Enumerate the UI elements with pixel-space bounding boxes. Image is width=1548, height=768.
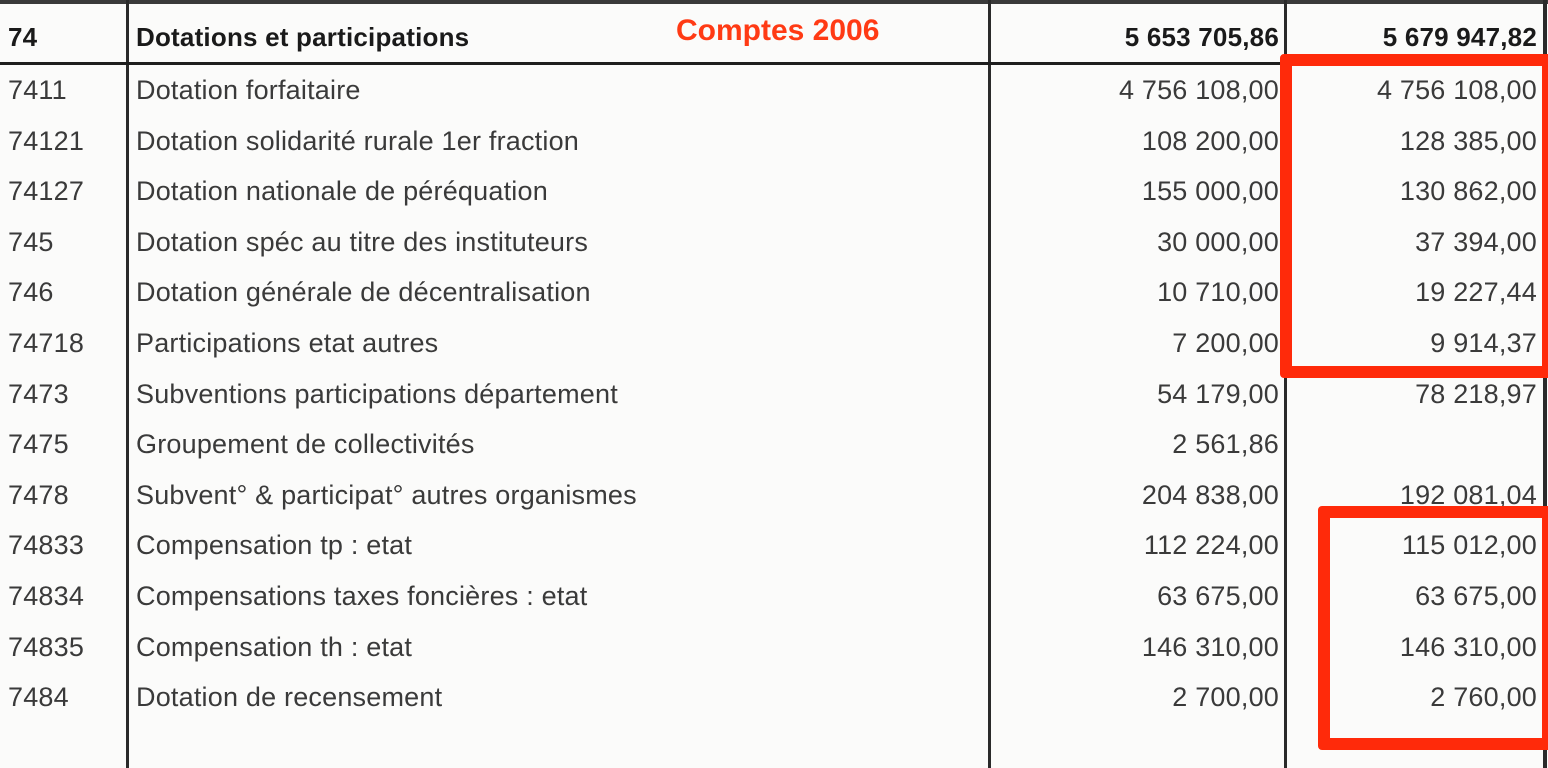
amount-budget: 54 179,00	[1157, 378, 1279, 409]
amount-budget: 204 838,00	[1141, 479, 1279, 510]
amount-budget: 7 200,00	[1172, 327, 1279, 358]
amount-actual: 146 310,00	[1399, 631, 1537, 662]
amount-actual: 63 675,00	[1415, 580, 1537, 611]
account-code: 745	[8, 226, 54, 257]
account-code: 74718	[8, 327, 85, 358]
account-label: Compensations taxes foncières : etat	[136, 580, 588, 611]
amount-budget: 2 561,86	[1172, 429, 1279, 460]
account-code: 7475	[8, 429, 69, 460]
amount-actual: 128 385,00	[1399, 125, 1537, 156]
account-code: 74127	[8, 176, 85, 207]
accounts-year-annotation: Comptes 2006	[676, 14, 880, 47]
amount-budget: 146 310,00	[1141, 631, 1279, 662]
account-label: Dotations et participations	[136, 22, 470, 52]
amount-actual: 192 081,04	[1399, 479, 1537, 510]
table-row	[0, 571, 1548, 622]
table-row	[0, 672, 1548, 723]
account-label: Dotation générale de décentralisation	[136, 277, 591, 308]
amount-budget: 10 710,00	[1157, 277, 1279, 308]
amount-actual	[1292, 419, 1537, 469]
highlight-box-bottom	[1318, 506, 1548, 750]
account-label: Dotation de recensement	[136, 682, 443, 713]
table-top-border	[0, 0, 1548, 4]
amount-actual: 9 914,37	[1430, 327, 1537, 358]
account-label: Participations etat autres	[136, 327, 439, 358]
account-code: 74121	[8, 125, 85, 156]
account-label: Subvent° & participat° autres organismes	[136, 479, 637, 510]
account-code: 74833	[8, 530, 85, 561]
amount-budget: 63 675,00	[1157, 580, 1279, 611]
highlight-box-top	[1280, 54, 1548, 378]
account-label: Dotation solidarité rurale 1er fraction	[136, 125, 580, 156]
amount-budget: 112 224,00	[1143, 530, 1279, 561]
table-row	[0, 419, 1548, 470]
table-row	[0, 520, 1548, 571]
amount-budget: 2 700,00	[1172, 682, 1279, 713]
table-row	[0, 622, 1548, 673]
account-label: Dotation nationale de péréquation	[136, 176, 548, 207]
amount-actual: 19 227,44	[1415, 277, 1537, 308]
amount-actual: 37 394,00	[1415, 226, 1537, 257]
amount-budget: 155 000,00	[1141, 176, 1279, 207]
amount-actual: 130 862,00	[1399, 176, 1537, 207]
amount-budget: 108 200,00	[1141, 125, 1279, 156]
account-code: 74834	[8, 580, 85, 611]
account-label: Dotation forfaitaire	[136, 75, 361, 105]
account-code: 7473	[8, 378, 69, 409]
account-label: Compensation th : etat	[136, 631, 413, 662]
account-code: 7484	[8, 682, 69, 713]
account-code: 7478	[8, 479, 69, 510]
amount-budget: 5 653 705,86	[1124, 22, 1279, 52]
account-code: 74835	[8, 631, 85, 662]
account-code: 74	[8, 22, 38, 52]
account-code: 7411	[8, 75, 67, 105]
amount-budget: 4 756 108,00	[1118, 75, 1279, 105]
account-code: 746	[8, 277, 54, 308]
amount-actual: 78 218,97	[1415, 378, 1537, 409]
table-row	[0, 470, 1548, 521]
amount-budget: 30 000,00	[1157, 226, 1279, 257]
amount-actual: 4 756 108,00	[1376, 75, 1537, 105]
account-label: Dotation spéc au titre des instituteurs	[136, 226, 589, 257]
amount-actual: 115 012,00	[1401, 530, 1537, 561]
amount-actual: 5 679 947,82	[1382, 22, 1537, 52]
account-label: Groupement de collectivités	[136, 429, 475, 460]
account-label: Subventions participations département	[136, 378, 618, 409]
account-label: Compensation tp : etat	[136, 530, 413, 561]
amount-actual: 2 760,00	[1430, 682, 1537, 713]
